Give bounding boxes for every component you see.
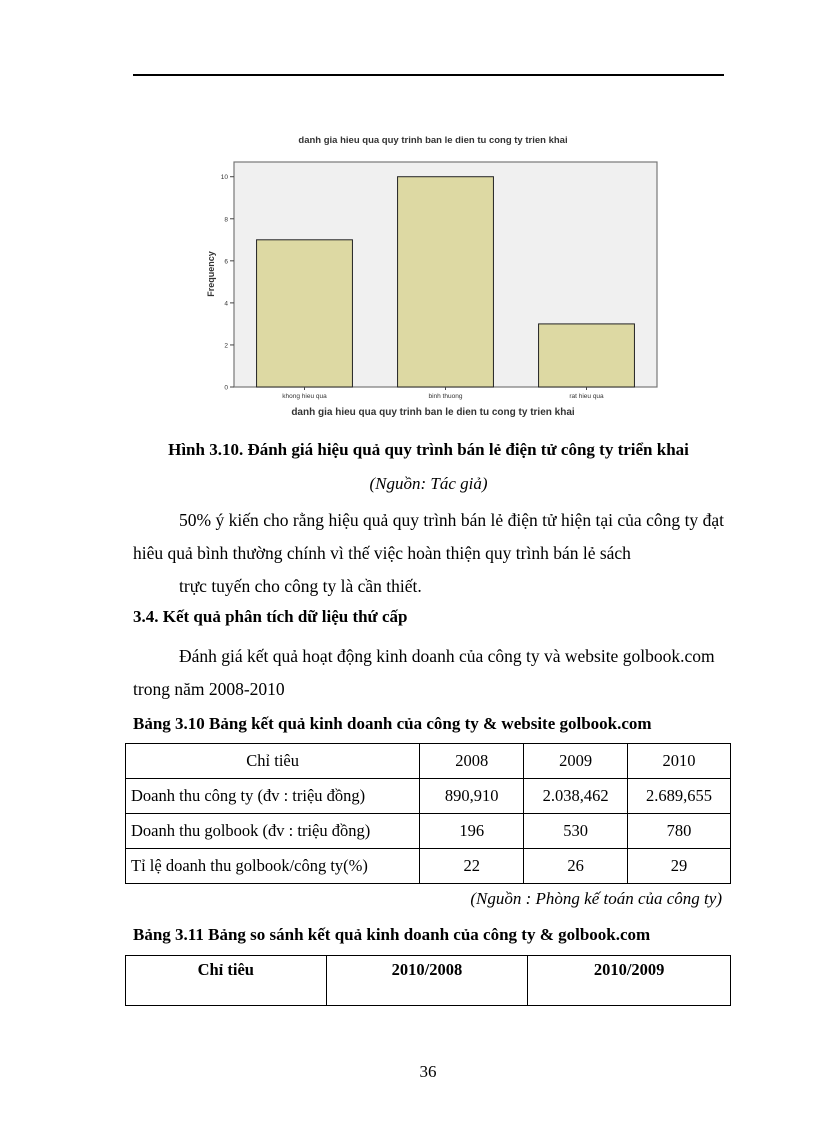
section-heading: 3.4. Kết quả phân tích dữ liệu thứ cấp bbox=[133, 607, 408, 626]
table-1-header-row bbox=[126, 744, 731, 779]
table-2 bbox=[125, 955, 731, 1006]
table-row bbox=[126, 779, 731, 814]
table-cell: 890,910 bbox=[420, 779, 524, 814]
y-tick-label: 4 bbox=[224, 300, 228, 308]
table-2-header: 2010/2008 bbox=[326, 956, 528, 1006]
paragraph-1-body: 50% ý kiến cho rằng hiệu quả quy trình bán lẻ điện tử hiện tại của công ty đạt hiêu quả bình thường chính vì thế việc hoàn thiện quy trình bán lẻ sách bbox=[133, 510, 724, 563]
x-tick-labels bbox=[282, 387, 604, 400]
table-cell: Doanh thu công ty (đv : triệu đồng) bbox=[126, 779, 420, 814]
figure-caption: Hình 3.10. Đánh giá hiệu quả quy trình bán lẻ điện tử công ty triển khai bbox=[168, 440, 689, 459]
y-tick-label: 6 bbox=[224, 258, 228, 266]
chart-svg bbox=[196, 126, 670, 426]
paragraph-2: Đánh giá kết quả hoạt động kinh doanh của công ty và website golbook.com trong năm 2008-2010 bbox=[133, 646, 715, 699]
table-cell: 26 bbox=[524, 849, 628, 884]
table-row bbox=[126, 849, 731, 884]
x-axis-label: danh gia hieu qua quy trinh ban le dien tu cong ty trien khai bbox=[291, 407, 575, 418]
table-cell: 29 bbox=[628, 849, 731, 884]
table-cell: 2.038,462 bbox=[524, 779, 628, 814]
table-1-header: Chỉ tiêu bbox=[126, 744, 420, 779]
x-tick-label: khong hieu qua bbox=[282, 393, 327, 400]
table-cell: 780 bbox=[628, 814, 731, 849]
table-cell: 2.689,655 bbox=[628, 779, 731, 814]
y-tick-label: 0 bbox=[224, 384, 228, 392]
table-1-header: 2010 bbox=[628, 744, 731, 779]
paragraph-1-last-line: trực tuyến cho công ty là cần thiết. bbox=[179, 576, 422, 596]
bar-rat-hieu-qua bbox=[539, 324, 635, 387]
y-tick-label: 8 bbox=[224, 216, 228, 224]
table-1-source: (Nguồn : Phòng kế toán của công ty) bbox=[470, 889, 722, 908]
table-1-header: 2009 bbox=[524, 744, 628, 779]
table-cell: Tỉ lệ doanh thu golbook/công ty(%) bbox=[126, 849, 420, 884]
y-tick-label: 10 bbox=[220, 174, 228, 182]
table-cell: 196 bbox=[420, 814, 524, 849]
figure-source: (Nguồn: Tác giả) bbox=[369, 474, 488, 493]
y-axis-label: Frequency bbox=[206, 251, 216, 297]
header-rule bbox=[133, 74, 724, 76]
bar-khong-hieu-qua bbox=[257, 240, 353, 387]
table-cell: Doanh thu golbook (đv : triệu đồng) bbox=[126, 814, 420, 849]
bar-chart bbox=[196, 126, 670, 426]
table-cell: 22 bbox=[420, 849, 524, 884]
table-1-header: 2008 bbox=[420, 744, 524, 779]
x-tick-label: rat hieu qua bbox=[569, 393, 604, 400]
x-tick-label: binh thuong bbox=[428, 393, 463, 400]
y-tick-label: 2 bbox=[224, 342, 228, 350]
chart-title: danh gia hieu qua quy trinh ban le dien tu cong ty trien khai bbox=[298, 135, 568, 146]
y-axis bbox=[221, 174, 234, 391]
table-2-title: Bảng 3.11 Bảng so sánh kết quả kinh doanh của công ty & golbook.com bbox=[133, 925, 651, 944]
table-cell: 530 bbox=[524, 814, 628, 849]
bar-binh-thuong bbox=[398, 177, 494, 387]
table-2-header-row bbox=[126, 956, 731, 1006]
table-1 bbox=[125, 743, 731, 884]
table-row bbox=[126, 814, 731, 849]
paragraph-1 bbox=[133, 504, 724, 603]
table-2-header: Chỉ tiêu bbox=[126, 956, 327, 1006]
page-number: 36 bbox=[419, 1062, 437, 1081]
table-1-title: Bảng 3.10 Bảng kết quả kinh doanh của công ty & website golbook.com bbox=[133, 714, 652, 733]
table-2-header: 2010/2009 bbox=[528, 956, 731, 1006]
